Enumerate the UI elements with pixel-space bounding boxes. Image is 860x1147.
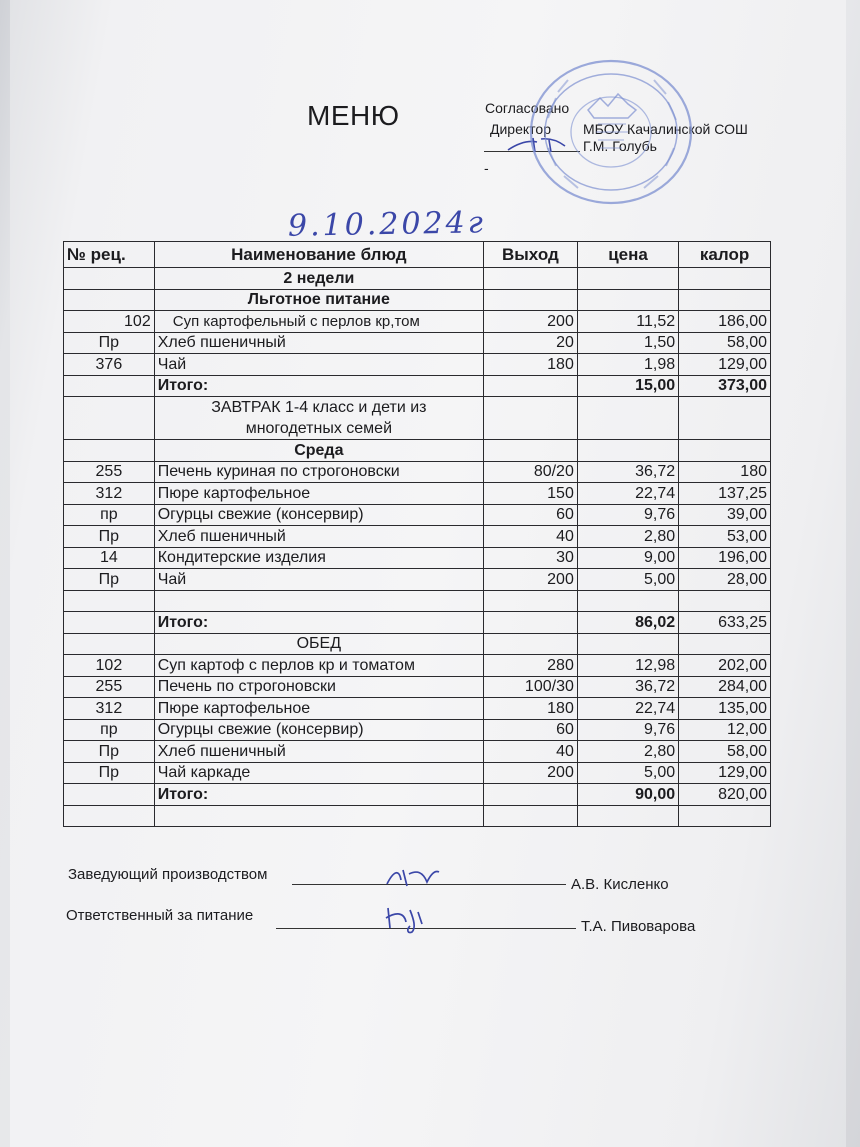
table-header-row — [64, 242, 771, 268]
yield: 180 — [483, 698, 577, 720]
dish-name: Чай каркаде — [154, 762, 483, 784]
yield: 200 — [483, 311, 577, 333]
price: 2,80 — [577, 741, 678, 763]
day-label: Среда — [154, 440, 483, 462]
recipe-number: пр — [64, 504, 155, 526]
yield: 200 — [483, 569, 577, 591]
total-price: 90,00 — [577, 784, 678, 806]
price: 5,00 — [577, 569, 678, 591]
total-label: Итого: — [154, 375, 483, 397]
calories: 135,00 — [679, 698, 771, 720]
head-signature — [383, 864, 443, 890]
breakfast-title-line-2: многодетных семей — [245, 420, 392, 437]
dish-name: Хлеб пшеничный — [154, 526, 483, 548]
responsible-name: Т.А. Пивоварова — [581, 918, 696, 935]
table-row — [64, 332, 771, 354]
responsible-signature — [382, 902, 442, 934]
responsible-label: Ответственный за питание — [66, 907, 254, 924]
dish-name: Пюре картофельное — [154, 483, 483, 505]
calories: 39,00 — [679, 504, 771, 526]
dish-name: Печень по строгоновски — [154, 676, 483, 698]
yield: 40 — [483, 526, 577, 548]
calories: 129,00 — [679, 354, 771, 376]
week-label: 2 недели — [154, 268, 483, 290]
recipe-number: 14 — [64, 547, 155, 569]
table-row — [64, 655, 771, 677]
total-row — [64, 612, 771, 634]
dish-name: Суп картофельный с перлов кр,том — [154, 311, 483, 333]
spacer-row — [64, 805, 771, 827]
calories: 28,00 — [679, 569, 771, 591]
price: 1,98 — [577, 354, 678, 376]
recipe-number: Пр — [64, 332, 155, 354]
approval-agreed: Согласовано — [485, 100, 570, 116]
total-calories: 373,00 — [679, 375, 771, 397]
dish-name: Хлеб пшеничный — [154, 741, 483, 763]
table-row — [64, 676, 771, 698]
yield: 280 — [483, 655, 577, 677]
approval-name: Г.М. Голубь — [583, 138, 657, 154]
dish-name: Чай — [154, 569, 483, 591]
official-stamp — [528, 58, 694, 206]
recipe-number: Пр — [64, 526, 155, 548]
approval-position: Директор — [490, 121, 551, 137]
recipe-number: 102 — [64, 311, 155, 333]
table-row — [64, 762, 771, 784]
table-row — [64, 526, 771, 548]
price: 1,50 — [577, 332, 678, 354]
yield: 180 — [483, 354, 577, 376]
approval-dash: - — [484, 160, 489, 176]
yield: 200 — [483, 762, 577, 784]
price: 2,80 — [577, 526, 678, 548]
breakfast-title — [154, 397, 483, 440]
dish-name: Огурцы свежие (консервир) — [154, 504, 483, 526]
handwritten-date: 9.10.2024г — [287, 205, 487, 244]
col-header-yield: Выход — [483, 242, 577, 268]
price: 22,74 — [577, 698, 678, 720]
table-row — [64, 698, 771, 720]
recipe-number: 255 — [64, 676, 155, 698]
lunch-title: ОБЕД — [154, 633, 483, 655]
price: 22,74 — [577, 483, 678, 505]
recipe-number: Пр — [64, 569, 155, 591]
recipe-number: 255 — [64, 461, 155, 483]
calories: 196,00 — [679, 547, 771, 569]
table-row — [64, 311, 771, 333]
calories: 284,00 — [679, 676, 771, 698]
calories: 12,00 — [679, 719, 771, 741]
total-calories: 820,00 — [679, 784, 771, 806]
head-of-production-label: Заведующий производством — [68, 866, 268, 883]
recipe-number: Пр — [64, 762, 155, 784]
dish-name: Огурцы свежие (консервир) — [154, 719, 483, 741]
approval-org: МБОУ Качалинской СОШ — [583, 121, 748, 137]
week-row — [64, 268, 771, 290]
price: 9,76 — [577, 504, 678, 526]
total-label: Итого: — [154, 784, 483, 806]
section-benefit: Льготное питание — [154, 289, 483, 311]
dish-name: Пюре картофельное — [154, 698, 483, 720]
price: 9,76 — [577, 719, 678, 741]
recipe-number: 102 — [64, 655, 155, 677]
price: 9,00 — [577, 547, 678, 569]
price: 12,98 — [577, 655, 678, 677]
calories: 58,00 — [679, 741, 771, 763]
total-row — [64, 784, 771, 806]
section-row — [64, 289, 771, 311]
price: 36,72 — [577, 461, 678, 483]
calories: 53,00 — [679, 526, 771, 548]
head-of-production-name: А.В. Кисленко — [571, 876, 669, 893]
yield: 30 — [483, 547, 577, 569]
table-row — [64, 483, 771, 505]
dish-name: Чай — [154, 354, 483, 376]
lunch-title-row — [64, 633, 771, 655]
page-title: МЕНЮ — [307, 100, 400, 131]
table-row — [64, 504, 771, 526]
yield: 40 — [483, 741, 577, 763]
col-header-calories: калор — [679, 242, 771, 268]
table-row — [64, 569, 771, 591]
table-row — [64, 719, 771, 741]
calories: 186,00 — [679, 311, 771, 333]
breakfast-title-line-1: ЗАВТРАК 1-4 класс и дети из — [211, 399, 427, 416]
calories: 202,00 — [679, 655, 771, 677]
price: 11,52 — [577, 311, 678, 333]
yield: 60 — [483, 719, 577, 741]
menu-table — [63, 241, 771, 827]
col-header-price: цена — [577, 242, 678, 268]
yield: 20 — [483, 332, 577, 354]
calories: 129,00 — [679, 762, 771, 784]
table-row — [64, 354, 771, 376]
table-row — [64, 461, 771, 483]
yield: 60 — [483, 504, 577, 526]
dish-name: Хлеб пшеничный — [154, 332, 483, 354]
price: 5,00 — [577, 762, 678, 784]
calories: 180 — [679, 461, 771, 483]
recipe-number: пр — [64, 719, 155, 741]
yield: 150 — [483, 483, 577, 505]
total-calories: 633,25 — [679, 612, 771, 634]
calories: 137,25 — [679, 483, 771, 505]
dish-name: Кондитерские изделия — [154, 547, 483, 569]
total-price: 15,00 — [577, 375, 678, 397]
col-header-recipe: № рец. — [64, 242, 155, 268]
day-row — [64, 440, 771, 462]
spacer-row — [64, 590, 771, 612]
dish-name: Печень куриная по строгоновски — [154, 461, 483, 483]
col-header-dish: Наименование блюд — [154, 242, 483, 268]
yield: 80/20 — [483, 461, 577, 483]
total-row — [64, 375, 771, 397]
yield: 100/30 — [483, 676, 577, 698]
calories: 58,00 — [679, 332, 771, 354]
recipe-number: 312 — [64, 483, 155, 505]
total-label: Итого: — [154, 612, 483, 634]
recipe-number: 376 — [64, 354, 155, 376]
table-row — [64, 741, 771, 763]
recipe-number: Пр — [64, 741, 155, 763]
recipe-number: 312 — [64, 698, 155, 720]
table-row — [64, 547, 771, 569]
total-price: 86,02 — [577, 612, 678, 634]
price: 36,72 — [577, 676, 678, 698]
dish-name: Суп картоф с перлов кр и томатом — [154, 655, 483, 677]
breakfast-title-row — [64, 397, 771, 440]
